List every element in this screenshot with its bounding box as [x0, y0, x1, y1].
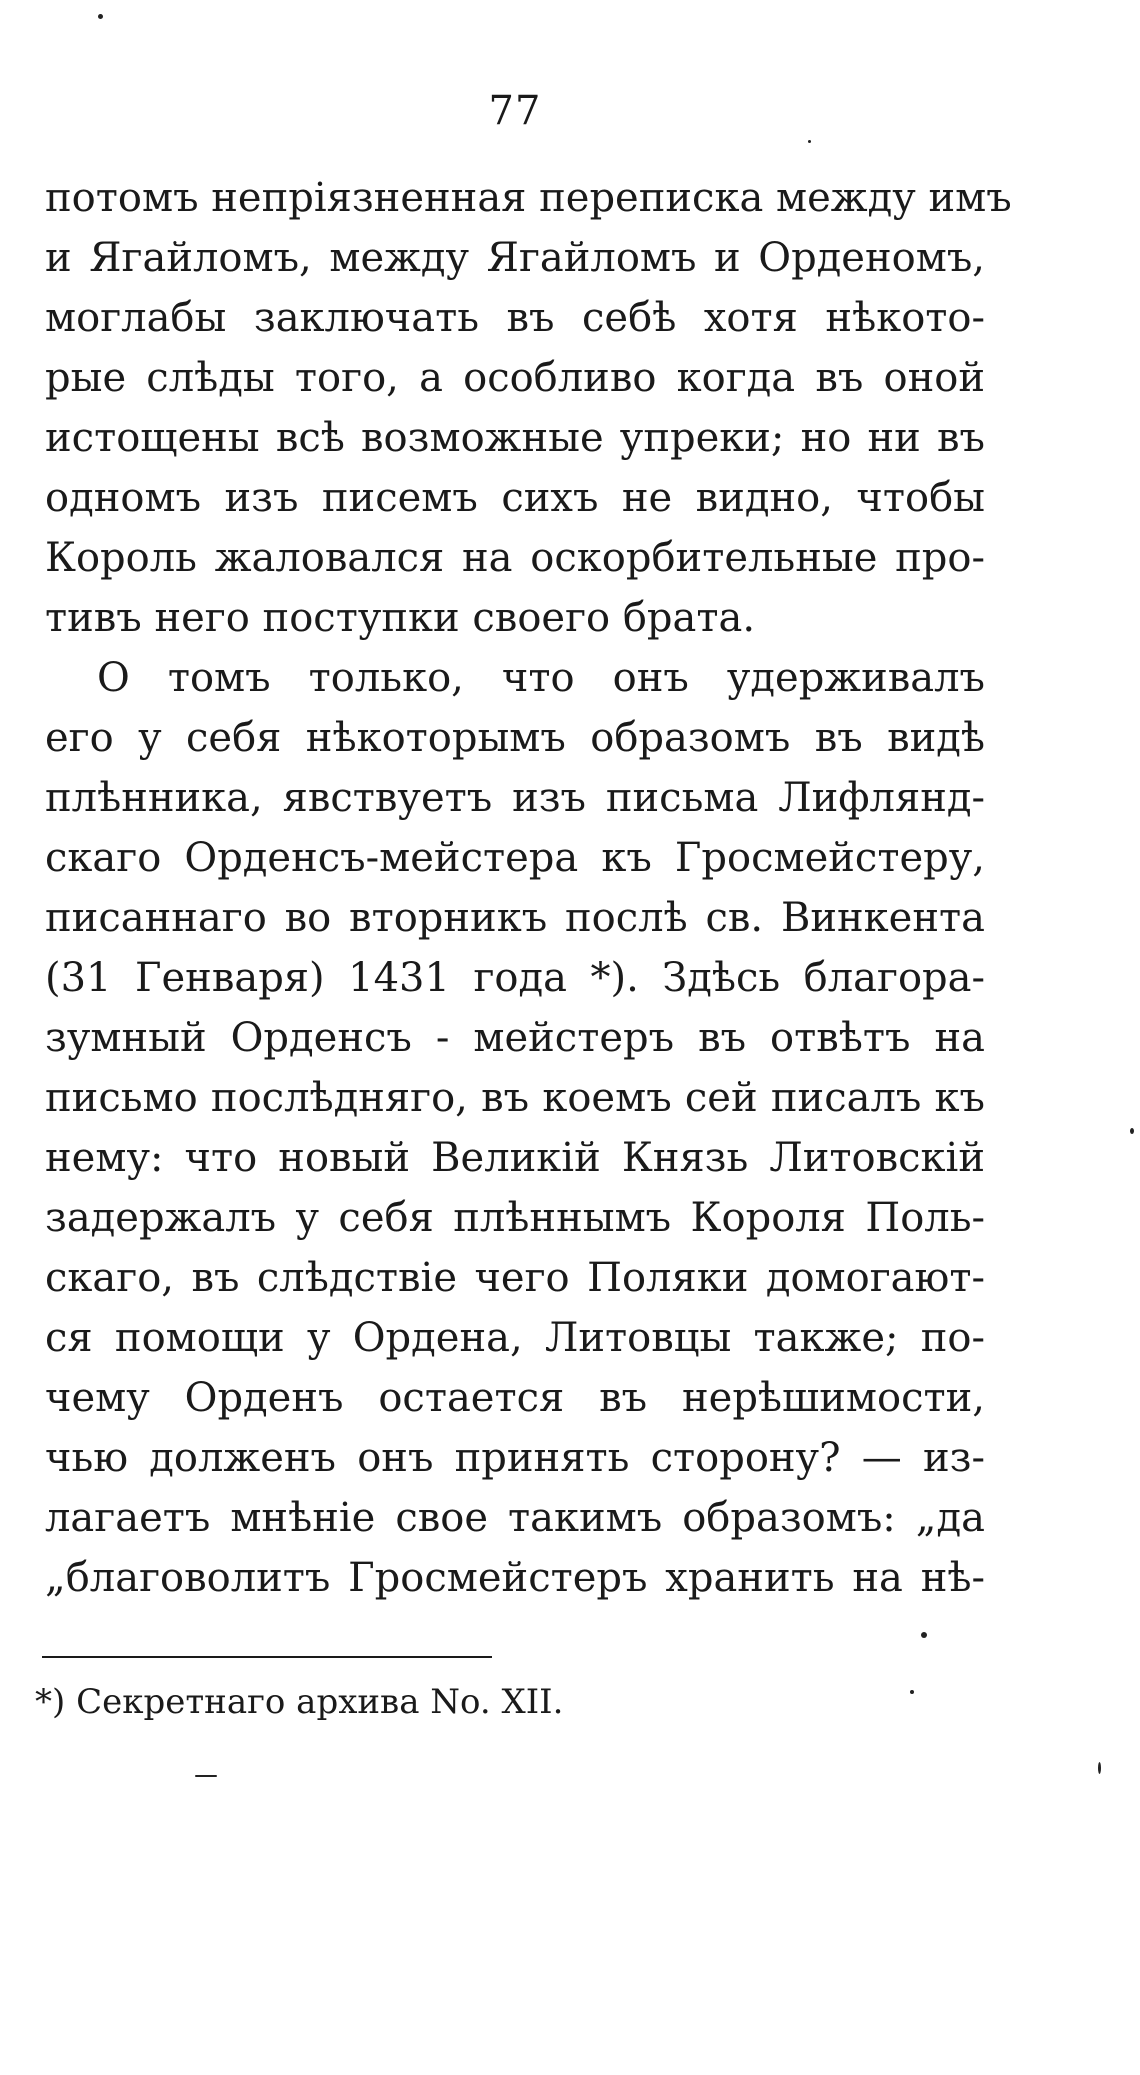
text-line: истощены всѣ возможные упреки; но ни въ	[45, 415, 985, 461]
text-line: рые слѣды того, а особливо когда въ оной	[45, 355, 985, 401]
scan-speck	[910, 1690, 914, 1694]
text-line: Король жаловался на оскорбительные про-	[45, 535, 985, 581]
text-line: лагаетъ мнѣніе свое такимъ образомъ: „да	[45, 1495, 985, 1541]
text-line: зумный Орденсъ - мейстеръ въ отвѣтъ на	[45, 1015, 985, 1061]
text-line: скаго, въ слѣдствіе чего Поляки домогают-	[45, 1255, 985, 1301]
text-line: тивъ него поступки своего брата.	[45, 595, 756, 641]
text-line: моглабы заключать въ себѣ хотя нѣкото-	[45, 295, 985, 341]
text-line: чью долженъ онъ принять сторону? — из-	[45, 1435, 985, 1481]
text-line: писаннаго во вторникъ послѣ св. Винкента	[45, 895, 985, 941]
body-text	[45, 168, 1012, 1608]
scan-speck	[98, 14, 103, 19]
page-number: 77	[488, 88, 542, 134]
text-line: нему: что новый Великій Князь Литовскій	[45, 1135, 985, 1181]
text-line: потомъ непріязненная переписка между имъ	[45, 175, 1012, 221]
scan-speck	[808, 140, 811, 143]
scan-speck	[921, 1632, 927, 1638]
text-line: плѣнника, явствуетъ изъ письма Лифлянд-	[45, 775, 985, 821]
footnote-rule	[42, 1656, 492, 1658]
paragraph-2	[45, 648, 985, 1608]
text-line: чему Орденъ остается въ нерѣшимости,	[45, 1375, 985, 1421]
text-line: задержалъ у себя плѣннымъ Короля Поль-	[45, 1195, 985, 1241]
paragraph-1	[45, 168, 1012, 648]
scan-speck	[195, 1775, 217, 1777]
scan-speck	[1130, 1128, 1134, 1134]
text-line: и Ягайломъ, между Ягайломъ и Орденомъ,	[45, 235, 985, 281]
scan-speck	[1098, 1762, 1101, 1774]
text-line: письмо послѣдняго, въ коемъ сей писалъ къ	[45, 1075, 985, 1121]
text-line: скаго Орденсъ-мейстера къ Гросмейстеру,	[45, 835, 985, 881]
text-line: ся помощи у Ордена, Литовцы также; по-	[45, 1315, 985, 1361]
text-line: О томъ только, что онъ удерживалъ	[97, 655, 985, 701]
text-line: одномъ изъ писемъ сихъ не видно, чтобы	[45, 475, 985, 521]
footnote: *) Секретнаго архива No. XII.	[35, 1682, 564, 1722]
text-line: „благоволитъ Гросмейстеръ хранить на нѣ-	[45, 1555, 985, 1601]
text-line: его у себя нѣкоторымъ образомъ въ видѣ	[45, 715, 985, 761]
text-line: (31 Генваря) 1431 года *). Здѣсь благора-	[45, 955, 985, 1001]
